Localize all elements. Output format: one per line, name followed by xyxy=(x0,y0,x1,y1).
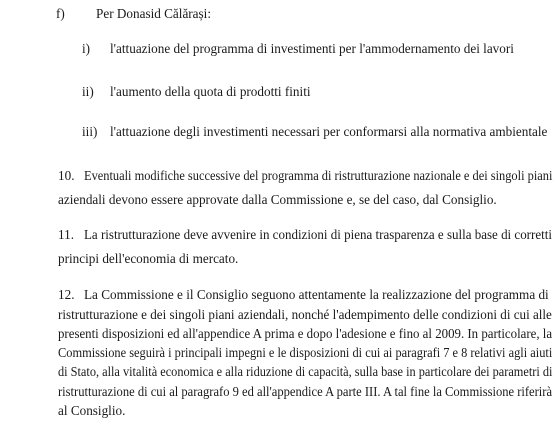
item-text-ii: l'aumento della quota di prodotti finiti xyxy=(110,84,311,99)
paragraph-12-line-1: La Commissione e il Consiglio seguono attentamente la realizzazione del programma di xyxy=(84,287,549,302)
paragraph-number-12: 12. xyxy=(58,287,75,302)
paragraph-12-line-2: ristrutturazione e dei singoli piani aziendali, nonché l'adempimento delle condizioni di cui alle xyxy=(58,307,552,322)
paragraph-number-10: 10. xyxy=(58,168,75,183)
paragraph-12-line-4: Commissione seguirà i principali impegni e le disposizioni di cui ai paragrafi 7 e 8 relativi agli aiuti xyxy=(58,345,553,360)
item-marker-i: i) xyxy=(82,41,91,56)
item-text-i: l'attuazione del programma di investimenti per l'ammodernamento dei lavori xyxy=(110,41,514,56)
section-heading-donasid: Per Donasid Călărași: xyxy=(96,6,211,21)
paragraph-10-line-1: Eventuali modifiche successive del programma di ristrutturazione nazionale e dei singoli piani xyxy=(84,168,553,183)
paragraph-12-line-3: presenti disposizioni ed all'appendice A prima e dopo l'adesione e fino al 2009. In particolare, la xyxy=(58,326,553,341)
paragraph-10-line-2: aziendali devono essere approvate dalla Commissione e, se del caso, dal Consiglio. xyxy=(58,192,497,207)
paragraph-12-line-5: di Stato, alla vitalità economica e alla riduzione di capacità, sulla base in particolare dei parametri di xyxy=(58,364,553,379)
paragraph-12-line-6: ristrutturazione di cui al paragrafo 9 ed all'appendice A parte III. A tal fine la Commissione riferirà xyxy=(58,384,553,399)
paragraph-11-line-1: La ristrutturazione deve avvenire in condizioni di piena trasparenza e sulla base di corretti xyxy=(84,227,552,242)
item-text-iii: l'attuazione degli investimenti necessari per conformarsi alla normativa ambientale xyxy=(110,124,548,139)
item-marker-iii: iii) xyxy=(82,124,98,139)
section-marker-f: f) xyxy=(56,6,65,21)
paragraph-12-line-7: al Consiglio. xyxy=(58,403,126,418)
item-marker-ii: ii) xyxy=(82,84,94,99)
paragraph-11-line-2: principi dell'economia di mercato. xyxy=(58,251,239,266)
paragraph-number-11: 11. xyxy=(58,227,74,242)
